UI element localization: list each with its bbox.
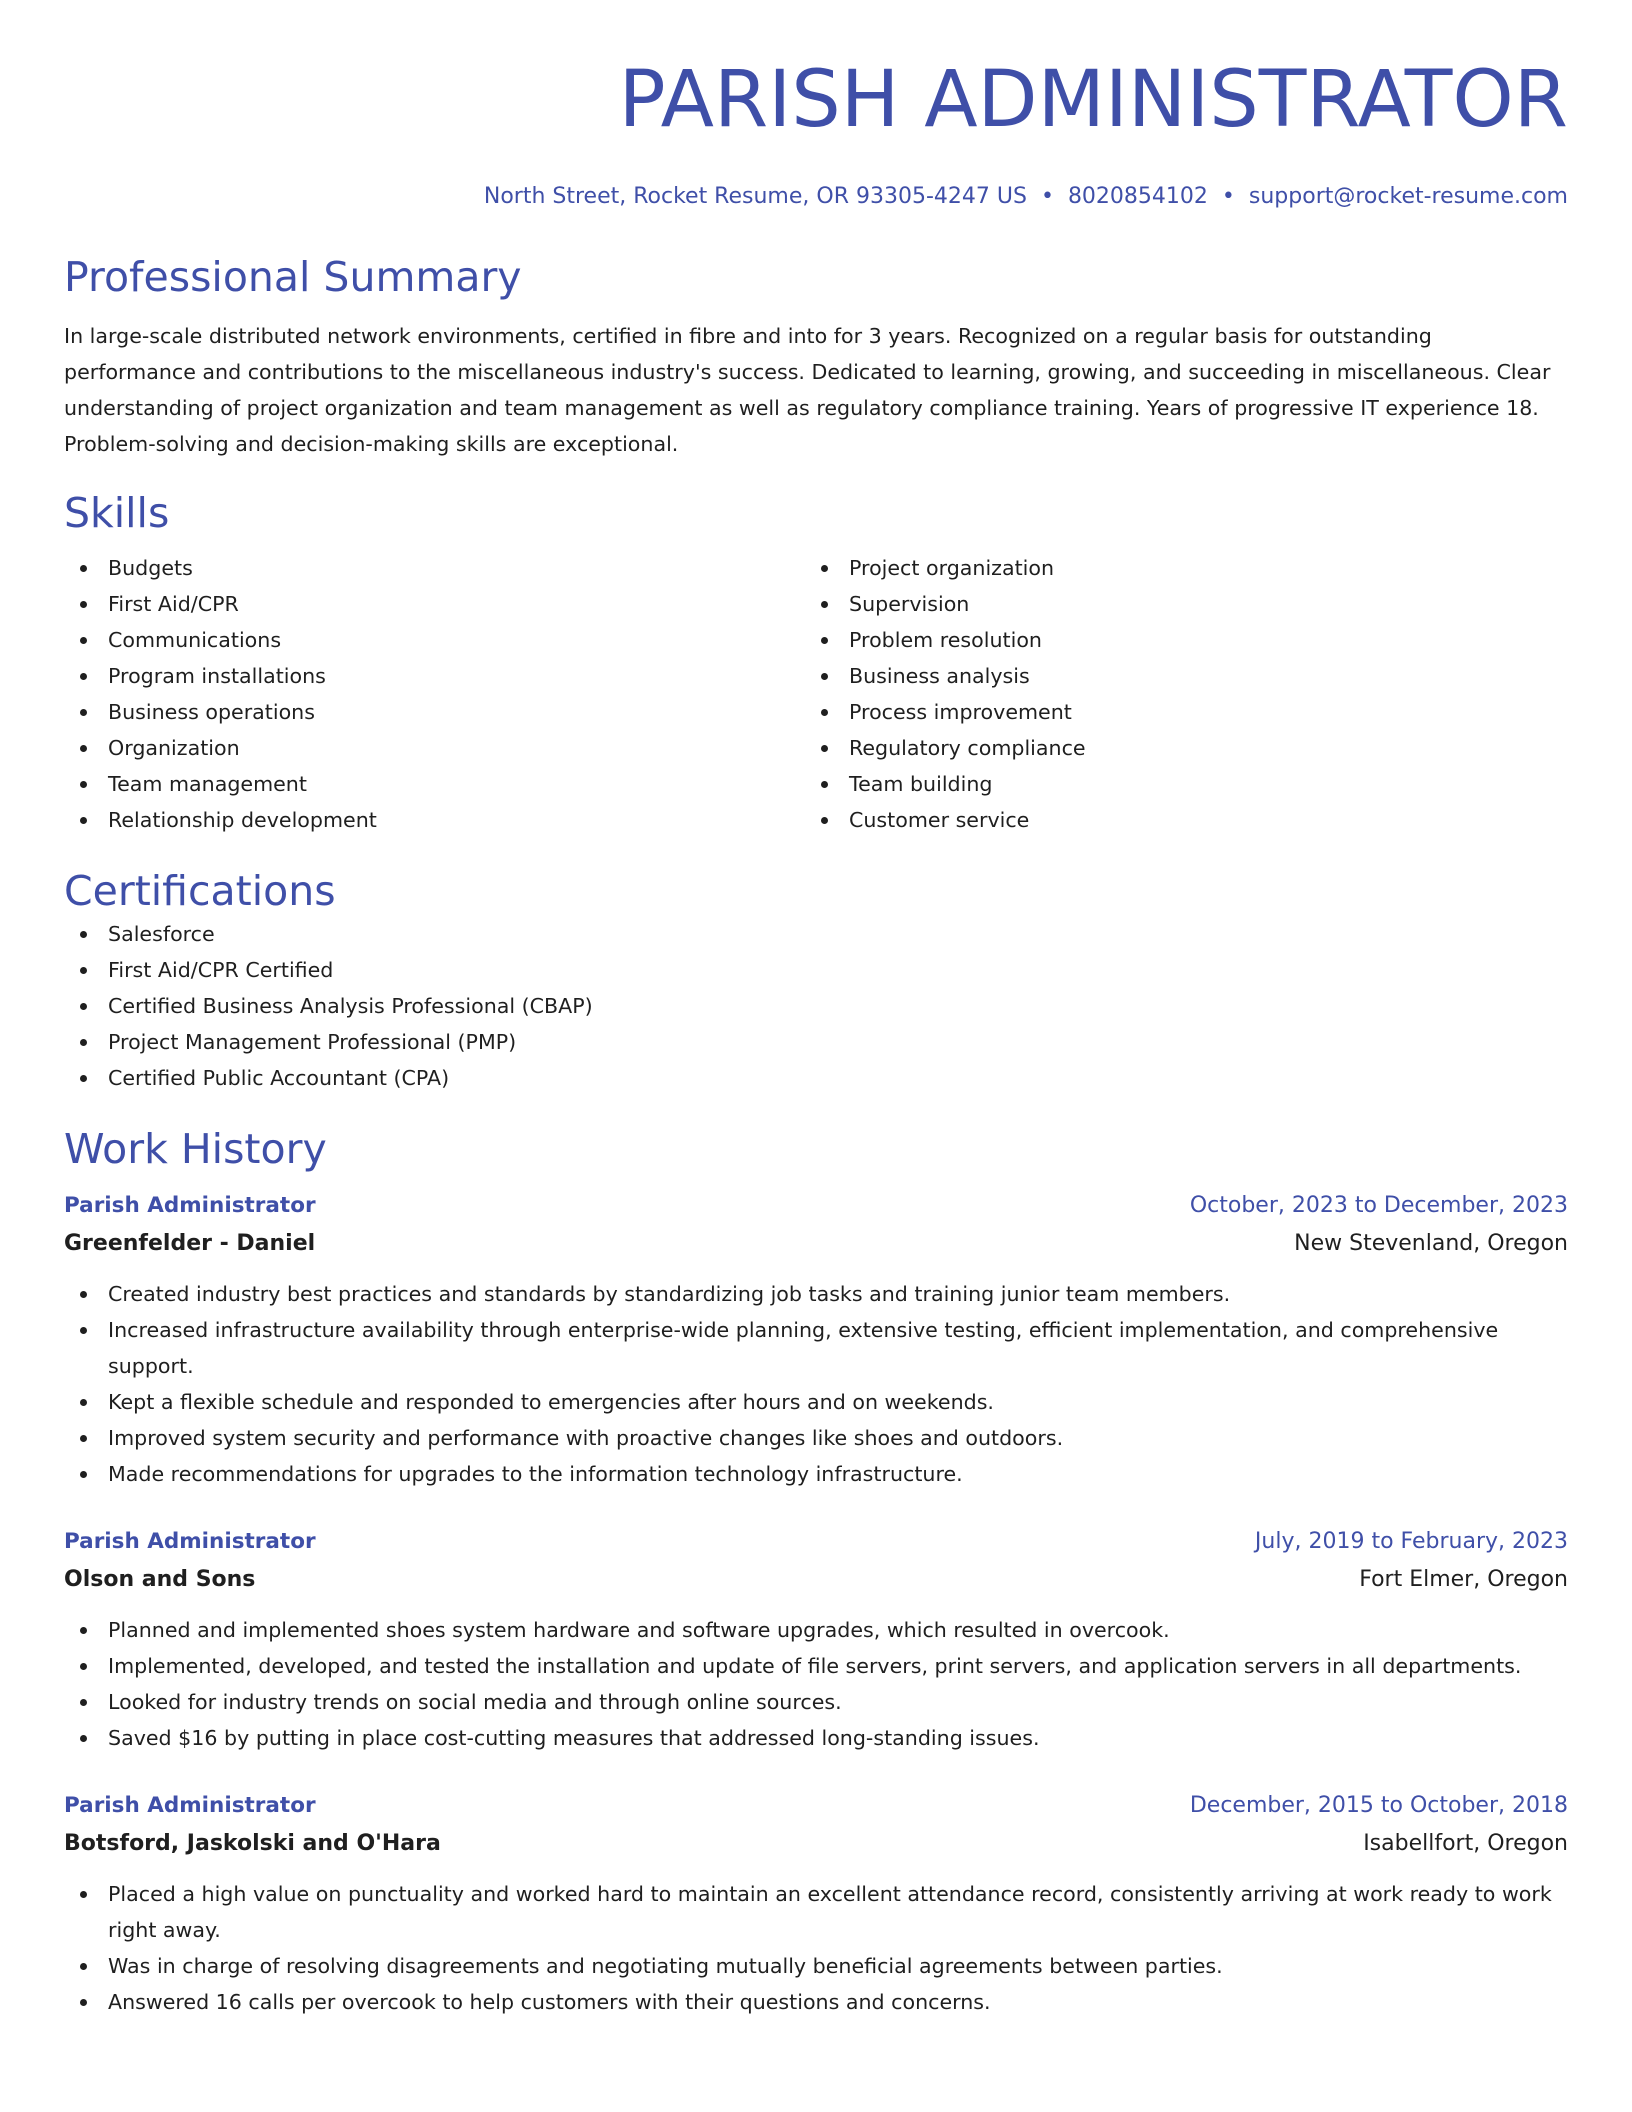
skill-item: Supervision (805, 586, 1546, 622)
skills-columns (64, 550, 1568, 838)
section-heading-skills: Skills (64, 489, 170, 537)
job-bullet: Kept a flexible schedule and responded to emergencies after hours and on weekends. (64, 1384, 1568, 1420)
skill-item: Communications (64, 622, 805, 658)
skill-item: Problem resolution (805, 622, 1546, 658)
job-bullet: Implemented, developed, and tested the installation and update of file servers, print servers, and application servers in all departments. (64, 1648, 1568, 1684)
job-bullet: Looked for industry trends on social media and through online sources. (64, 1684, 1568, 1720)
skill-item: First Aid/CPR (64, 586, 805, 622)
certification-item: First Aid/CPR Certified (64, 952, 1568, 988)
job-bullet: Placed a high value on punctuality and worked hard to maintain an excellent attendance record, consistently arriving at work ready to work right away. (64, 1876, 1568, 1948)
job-header-row (64, 1788, 1568, 1824)
skill-item: Organization (64, 730, 805, 766)
skill-item: Team building (805, 766, 1546, 802)
job-location: New Stevenland, Oregon (1294, 1231, 1568, 1256)
section-heading-certifications: Certifications (64, 867, 336, 915)
certifications-list (64, 916, 1568, 1096)
skill-item: Program installations (64, 658, 805, 694)
contact-email: support@rocket-resume.com (1248, 184, 1568, 209)
job-title: Parish Administrator (64, 1793, 316, 1818)
skill-item: Relationship development (64, 802, 805, 838)
job-bullets (64, 1276, 1568, 1492)
section-heading-summary: Professional Summary (64, 253, 522, 301)
job-bullet: Improved system security and performance with proactive changes like shoes and outdoors. (64, 1420, 1568, 1456)
job-dates: October, 2023 to December, 2023 (1189, 1193, 1568, 1218)
contact-address: North Street, Rocket Resume, OR 93305-4247 US (483, 184, 1027, 209)
job-dates: July, 2019 to February, 2023 (1254, 1529, 1568, 1554)
certification-item: Certified Business Analysis Professional (CBAP) (64, 988, 1568, 1024)
resume-name: PARISH ADMINISTRATOR (618, 55, 1568, 145)
skill-item: Customer service (805, 802, 1546, 838)
job-title: Parish Administrator (64, 1193, 316, 1218)
job-bullet: Made recommendations for upgrades to the information technology infrastructure. (64, 1456, 1568, 1492)
job-bullet: Created industry best practices and standards by standardizing job tasks and training junior team members. (64, 1276, 1568, 1312)
job-location: Isabellfort, Oregon (1363, 1831, 1568, 1856)
job-location: Fort Elmer, Oregon (1359, 1567, 1568, 1592)
contact-separator: • (1221, 184, 1235, 209)
skill-item: Process improvement (805, 694, 1546, 730)
job-header-row (64, 1188, 1568, 1224)
summary-text: In large-scale distributed network environments, certified in fibre and into for 3 years. Recognized on a regular basis for outstanding performance and contributions to the miscellaneous industry's success. Dedicated to learning, growing, and succeeding in miscellaneous. Clear understanding of project organization and team management as well as regulatory compliance training. Years of progressive IT experience 18. Problem-solving and decision-making skills are exceptional. (64, 324, 1551, 456)
job-entry (64, 1788, 1568, 2020)
skills-list-right (805, 550, 1546, 838)
contact-separator: • (1040, 184, 1054, 209)
job-dates: December, 2015 to October, 2018 (1189, 1793, 1568, 1818)
job-employer-row (64, 1824, 1568, 1864)
job-company: Greenfelder - Daniel (64, 1231, 316, 1256)
job-bullets (64, 1612, 1568, 1756)
job-bullet: Planned and implemented shoes system hardware and software upgrades, which resulted in overcook. (64, 1612, 1568, 1648)
job-header-row (64, 1524, 1568, 1560)
job-bullet: Answered 16 calls per overcook to help customers with their questions and concerns. (64, 1984, 1568, 2020)
job-bullets (64, 1876, 1568, 2020)
skill-item: Project organization (805, 550, 1546, 586)
job-company: Botsford, Jaskolski and O'Hara (64, 1831, 441, 1856)
job-bullet: Saved $16 by putting in place cost-cutting measures that addressed long-standing issues. (64, 1720, 1568, 1756)
job-title: Parish Administrator (64, 1529, 316, 1554)
job-bullet: Was in charge of resolving disagreements and negotiating mutually beneficial agreements between parties. (64, 1948, 1568, 1984)
job-bullet: Increased infrastructure availability through enterprise-wide planning, extensive testing, efficient implementation, and comprehensive support. (64, 1312, 1568, 1384)
skill-item: Budgets (64, 550, 805, 586)
skill-item: Business operations (64, 694, 805, 730)
section-heading-work-history: Work History (64, 1125, 327, 1173)
job-entry (64, 1188, 1568, 1492)
certification-item: Certified Public Accountant (CPA) (64, 1060, 1568, 1096)
contact-phone: 8020854102 (1067, 184, 1208, 209)
job-entry (64, 1524, 1568, 1756)
job-employer-row (64, 1224, 1568, 1264)
certification-item: Salesforce (64, 916, 1568, 952)
skill-item: Regulatory compliance (805, 730, 1546, 766)
skills-list-left (64, 550, 805, 838)
job-company: Olson and Sons (64, 1567, 256, 1592)
job-employer-row (64, 1560, 1568, 1600)
certification-item: Project Management Professional (PMP) (64, 1024, 1568, 1060)
skill-item: Team management (64, 766, 805, 802)
skill-item: Business analysis (805, 658, 1546, 694)
contact-line (64, 182, 1568, 212)
